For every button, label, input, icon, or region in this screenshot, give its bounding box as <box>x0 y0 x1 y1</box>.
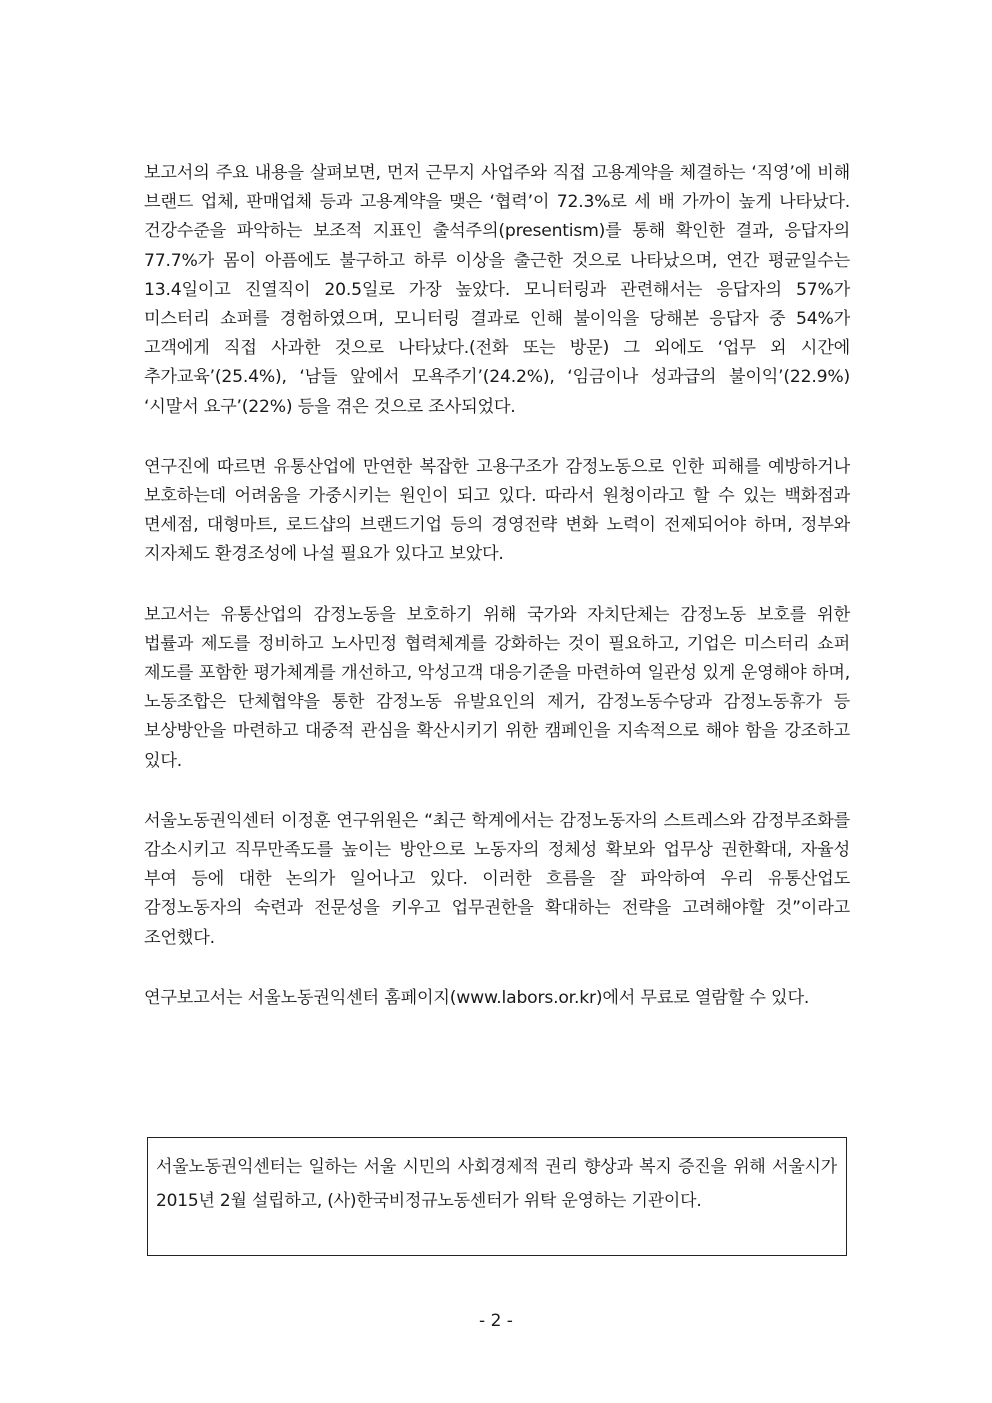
paragraph-report-findings: 보고서의 주요 내용을 살펴보면, 먼저 근무지 사업주와 직접 고용계약을 체결하는 ‘직영’에 비해 브랜드 업체, 판매업체 등과 고용계약을 맺은 ‘협력’이 72.3%로 세 배 가까이 높게 나타났다. 건강수준을 파악하는 보조적 지표인 출석주의(presentism)를 통해 확인한 결과, 응답자의 77.7%가 몸이 아픔에도 불구하고 하루 이상을 출근한 것으로 나타났으며, 연간 평균일수는 13.4일이고 진열직이 20.5일로 가장 높았다. 모니터링과 관련해서는 응답자의 57%가 미스터리 쇼퍼를 경험하였으며, 모니터링 결과로 인해 불이익을 당해본 응답자 중 54%가 고객에게 직접 사과한 것으로 나타났다.(전화 또는 방문) 그 외에도 ‘업무 외 시간에 추가교육’(25.4%), ‘남들 앞에서 모욕주기’(24.2%), ‘임금이나 성과급의 불이익’(22.9%) ‘시말서 요구’(22%) 등을 겪은 것으로 조사되었다. <box>144 163 850 417</box>
center-info-box <box>147 1137 847 1256</box>
paragraph-researcher-quote: 서울노동권익센터 이정훈 연구위원은 “최근 학계에서는 감정노동자의 스트레스와 감정부조화를 감소시키고 직무만족도를 높이는 방안으로 노동자의 정체성 확보와 업무상 권한확대, 자율성 부여 등에 대한 논의가 일어나고 있다. 이러한 흐름을 잘 파악하여 우리 유통산업도 감정노동자의 숙련과 전문성을 키우고 업무권한을 확대하는 전략을 고려해야할 것”이라고 조언했다. <box>144 810 850 948</box>
page-number: - 2 - <box>479 1311 513 1331</box>
paragraph-recommendations: 보고서는 유통산업의 감정노동을 보호하기 위해 국가와 자치단체는 감정노동 보호를 위한 법률과 제도를 정비하고 노사민정 협력체계를 강화하는 것이 필요하고, 기업은 미스터리 쇼퍼 제도를 포함한 평가체계를 개선하고, 악성고객 대응기준을 마련하여 일관성 있게 운영해야 하며, 노동조합은 단체협약을 통한 감정노동 유발요인의 제거, 감정노동수당과 감정노동휴가 등 보상방안을 마련하고 대중적 관심을 확산시키기 위한 캠페인을 지속적으로 해야 함을 강조하고 있다. <box>144 604 850 771</box>
body-text <box>144 159 850 1044</box>
paragraph-research-team: 연구진에 따르면 유통산업에 만연한 복잡한 고용구조가 감정노동으로 인한 피해를 예방하거나 보호하는데 어려움을 가중시키는 원인이 되고 있다. 따라서 원청이라고 할 수 있는 백화점과 면세점, 대형마트, 로드샵의 브랜드기업 등의 경영전략 변화 노력이 전제되어야 하며, 정부와 지자체도 환경조성에 나설 필요가 있다고 보았다. <box>144 456 850 565</box>
center-info-text: 서울노동권익센터는 일하는 서울 시민의 사회경제적 권리 향상과 복지 증진을 위해 서울시가 2015년 2월 설립하고, (사)한국비정규노동센터가 위탁 운영하는 기관이다. <box>156 1157 837 1211</box>
paragraph-homepage: 연구보고서는 서울노동권익센터 홈페이지(www.labors.or.kr)에서 무료로 열람할 수 있다. <box>144 987 810 1008</box>
